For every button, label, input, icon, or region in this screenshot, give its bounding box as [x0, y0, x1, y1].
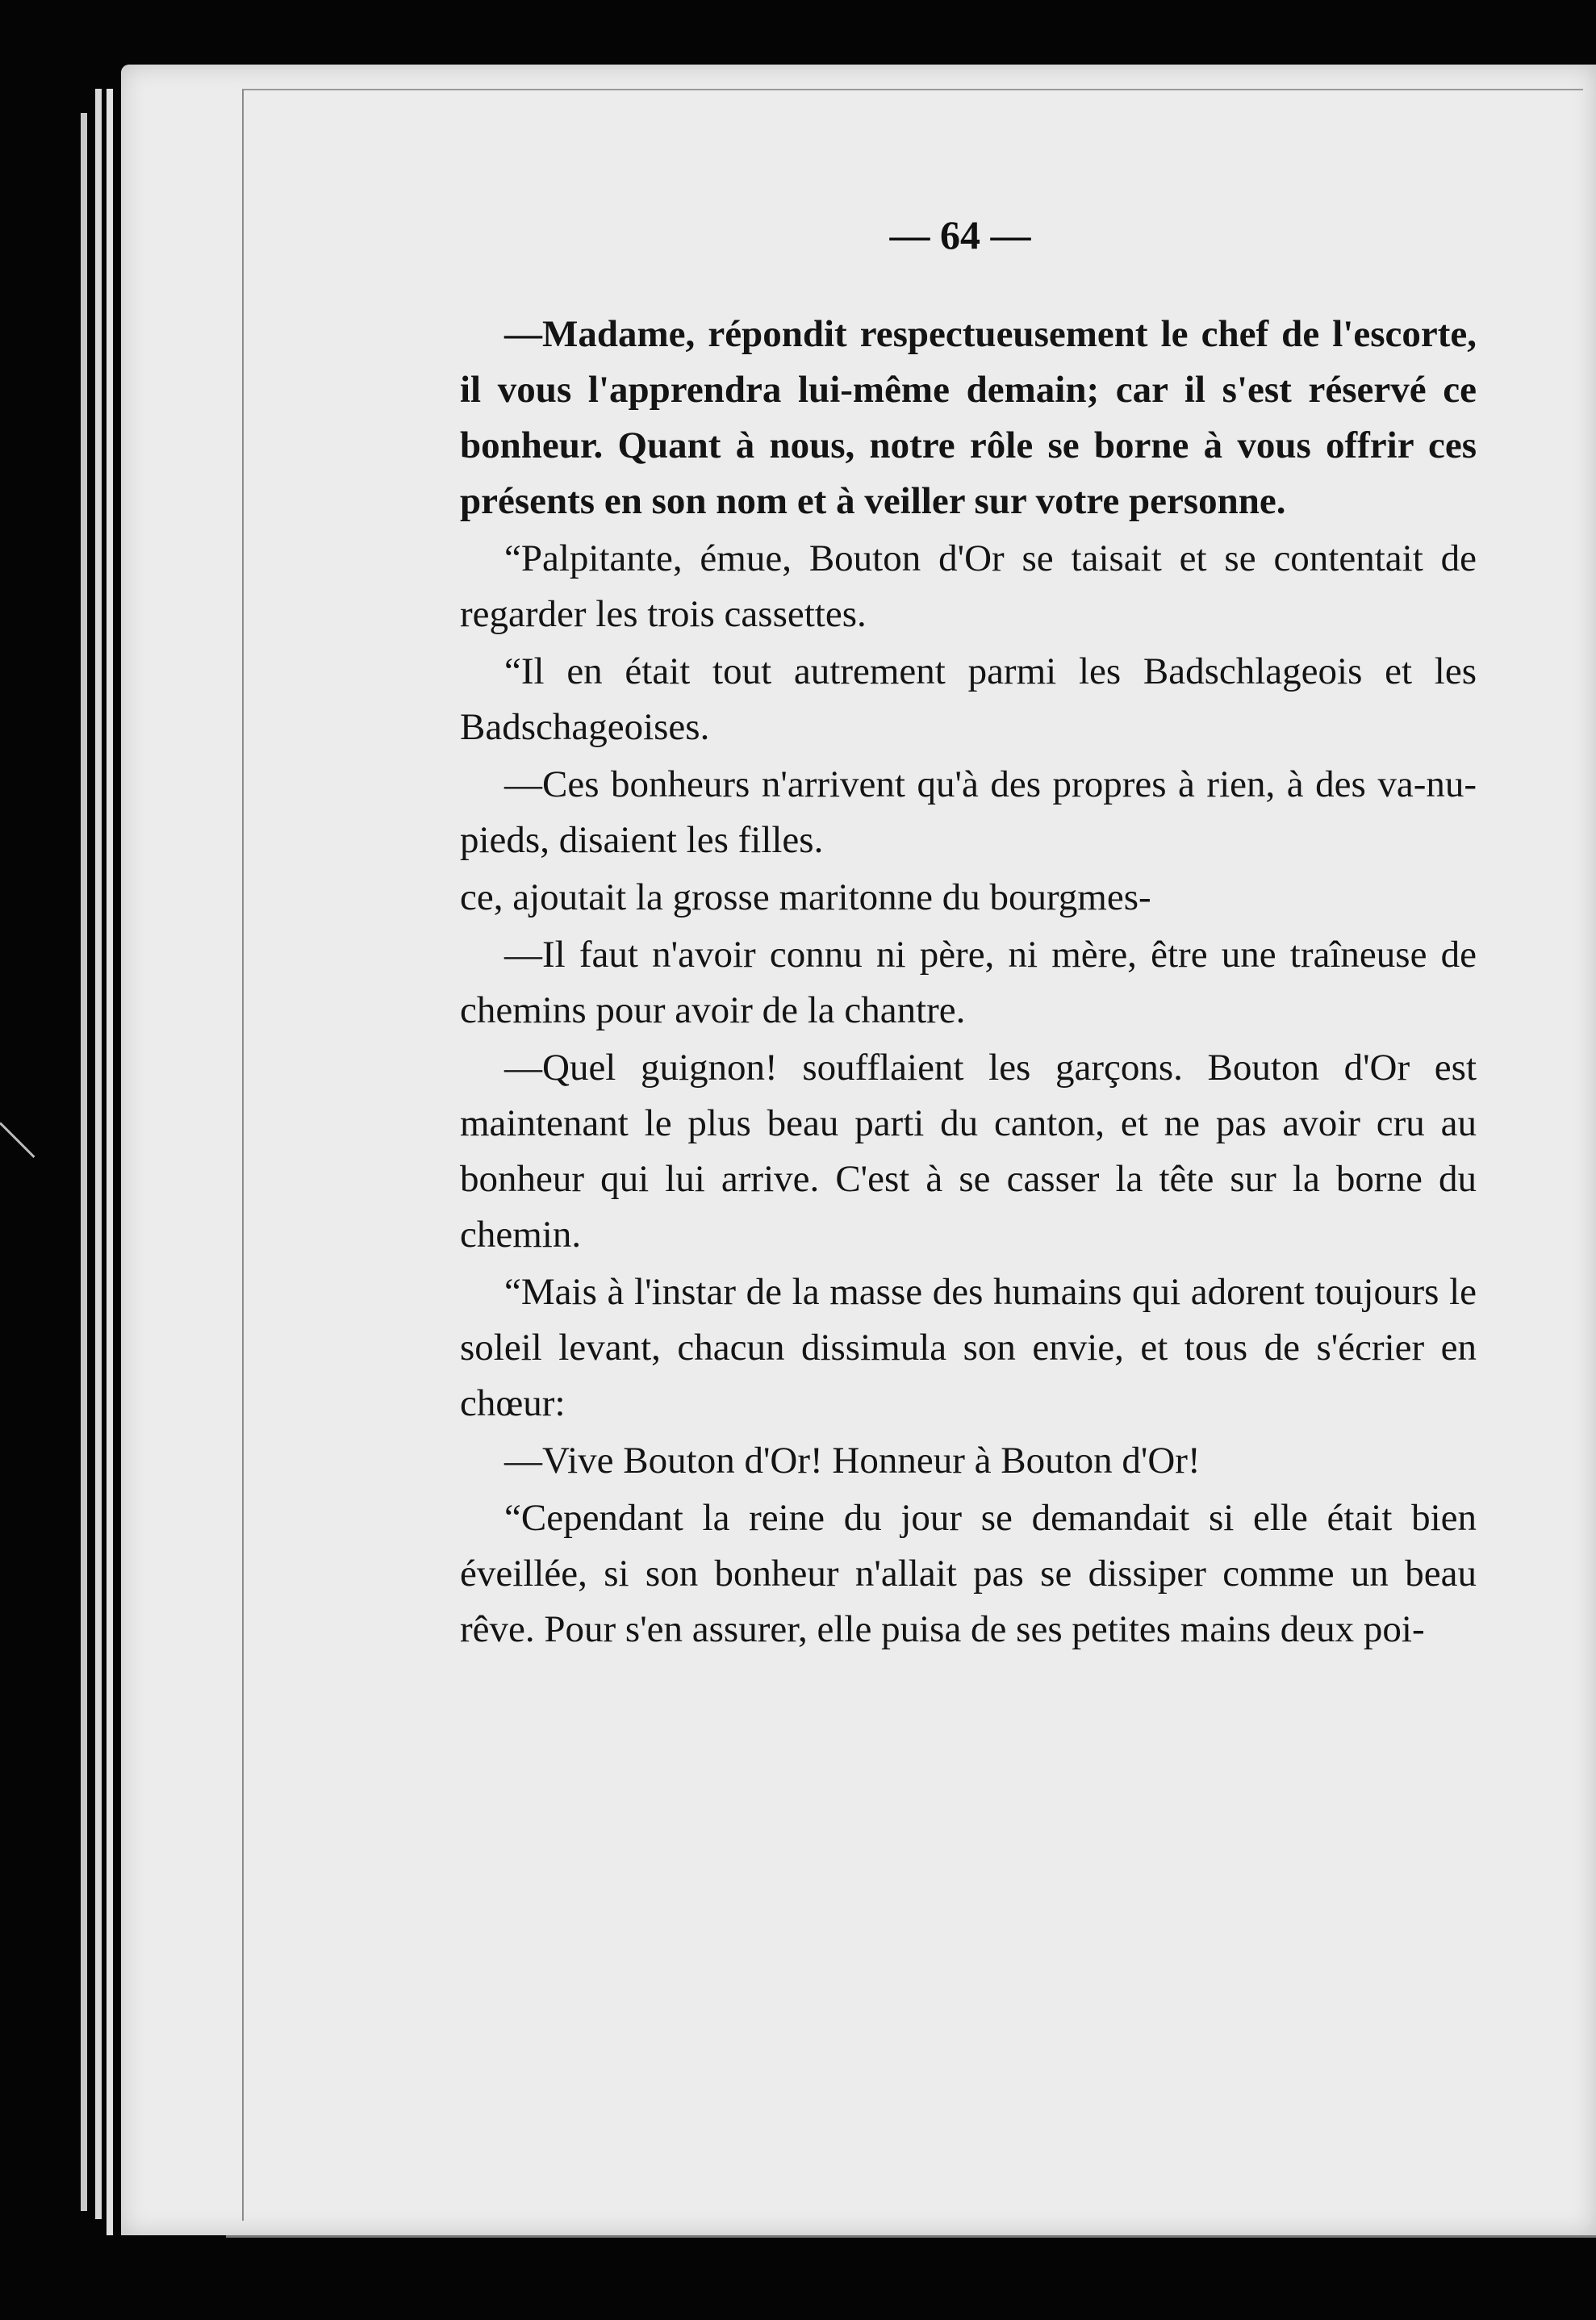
paragraph: ce, ajoutait la grosse maritonne du bourgmes- — [460, 876, 1151, 918]
paragraph: —Vive Bouton d'Or! Honneur à Bouton d'Or! — [504, 1440, 1201, 1482]
page-bottom-edge — [226, 2235, 1596, 2238]
paragraph: —Il faut n'avoir connu ni père, ni mère, être une traîneuse de chemins pour avoir de la chantre. — [460, 934, 1477, 1031]
page-edge — [81, 113, 87, 2211]
paragraph: —Ces bonheurs n'arrivent qu'à des propres à rien, à des va-nu-pieds, disaient les filles. — [460, 763, 1477, 861]
paragraph: “Palpitante, émue, Bouton d'Or se taisait et se contentait de regarder les trois cassettes. — [460, 537, 1477, 635]
paragraph: “Il en était tout autrement parmi les Badschlageois et les Badschageoises. — [460, 650, 1477, 748]
paragraph: “Cependant la reine du jour se demandait si elle était bien éveillée, si son bonheur n'allait pas se dissiper comme un beau rêve. Pour s'en assurer, elle puisa de ses petites mains deux poi- — [460, 1497, 1477, 1650]
page-edge — [95, 89, 102, 2219]
paragraph: “Mais à l'instar de la masse des humains qui adorent toujours le soleil levant, chacun dissimula son envie, et tous de s'écrier en chœur: — [460, 1271, 1477, 1424]
page-text — [460, 307, 1477, 1657]
paragraph: —Madame, répondit respectueusement le chef de l'escorte, il vous l'apprendra lui-même demain; car il s'est réservé ce bonheur. Quant à nous, notre rôle se borne à vous offrir ces présents en son nom et à veiller sur votre personne. — [460, 313, 1477, 522]
margin-mark — [0, 1122, 35, 1158]
page-number: — 64 — — [889, 212, 1031, 257]
page-edge — [107, 89, 113, 2235]
paragraph: —Quel guignon! soufflaient les garçons. Bouton d'Or est maintenant le plus beau parti du canton, et ne pas avoir cru au bonheur qui lui arrive. C'est à se casser la tête sur la borne du chemin. — [460, 1047, 1477, 1256]
